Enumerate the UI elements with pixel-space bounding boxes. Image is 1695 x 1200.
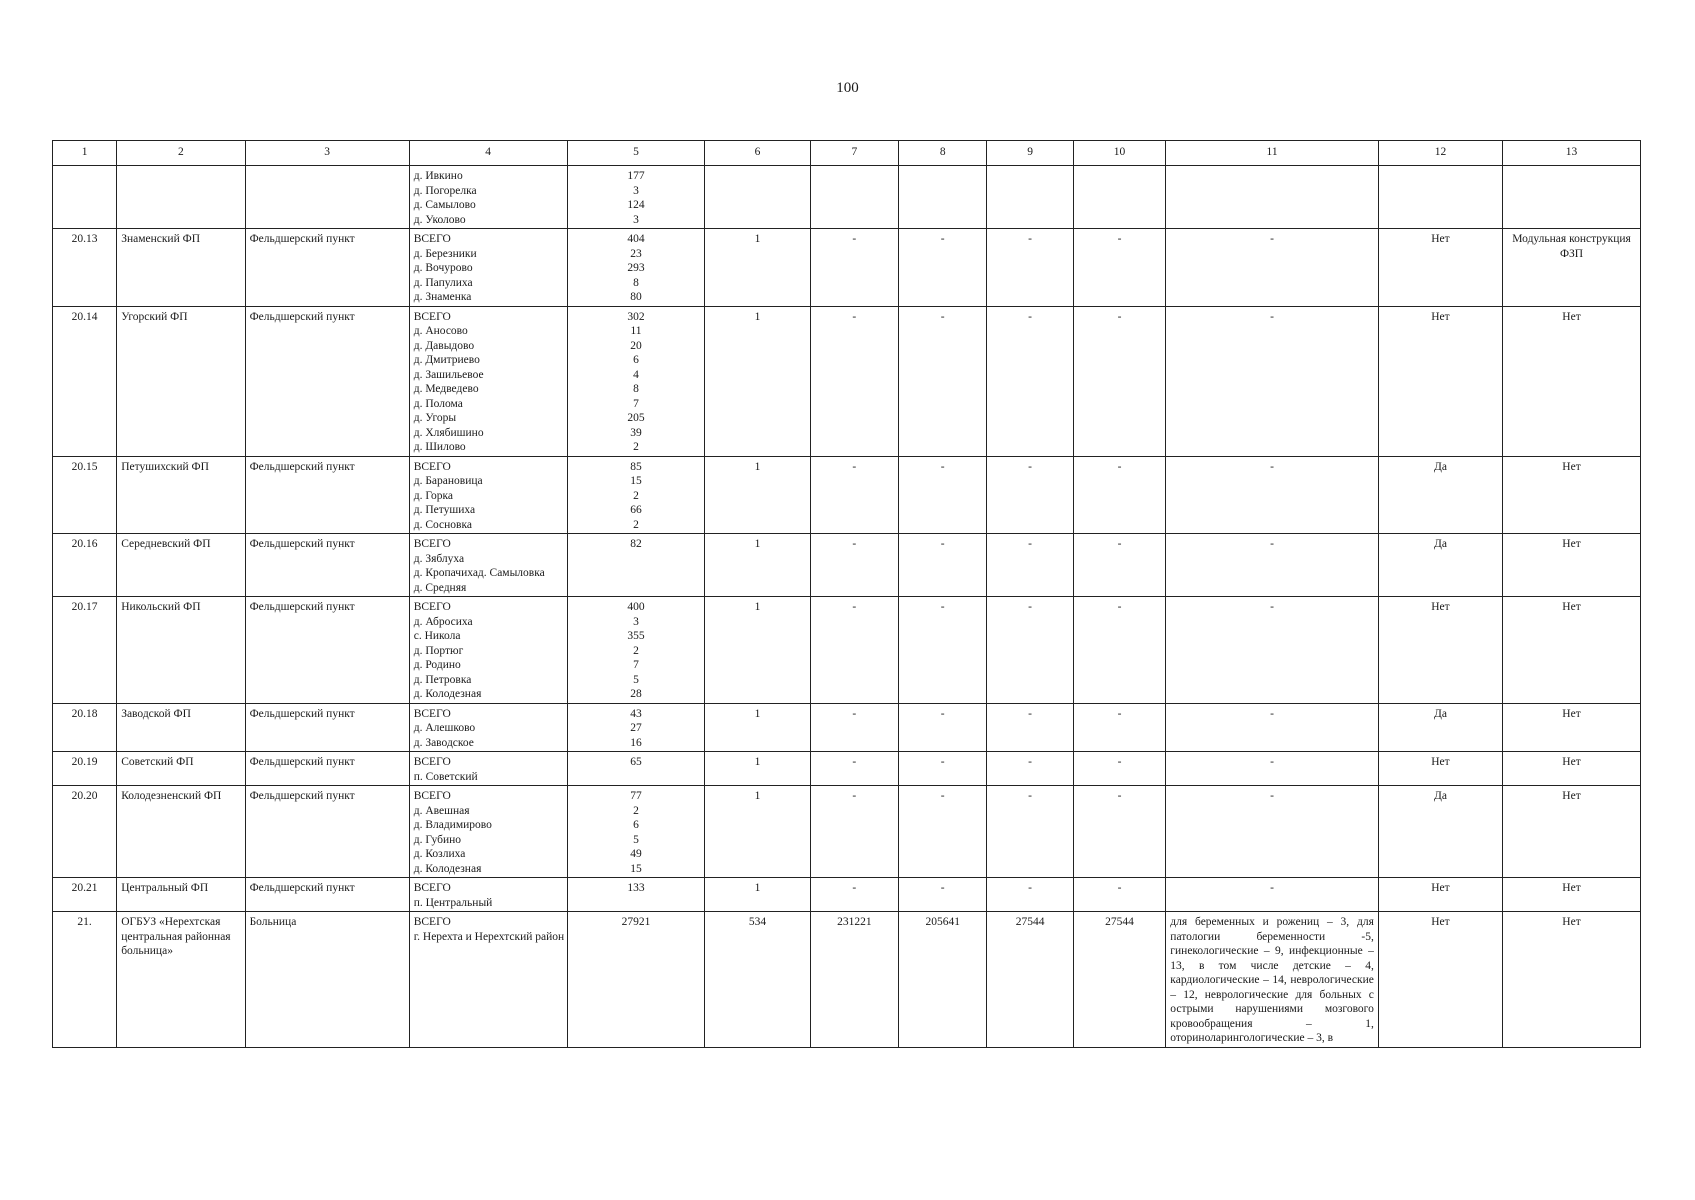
col-10-value: - [1073,597,1166,704]
col-12-value: Да [1378,534,1502,597]
row-number: 20.15 [53,456,117,534]
settlements [409,229,567,307]
settlements-line: д. Угоры [413,412,457,424]
settlements-line: д. Хлябишино [413,426,484,439]
settlements-line: ВСЕГО [413,460,451,473]
col-13-value: Модульная конструкция ФЗП [1503,229,1641,307]
settlements [409,597,567,704]
col-8-value: - [899,878,987,912]
population [567,306,705,456]
settlements-line: д. Кропачихад. Самыловка [413,567,545,579]
facility-name: Угорский ФП [117,306,245,456]
population [567,597,705,704]
population-line: 82 [630,538,642,550]
population-line: 124 [627,199,645,211]
col-13-value: Нет [1503,878,1641,912]
col-11-value: для беременных и рожениц – 3, для патологии беременности -5, гинекологические – 9, инфекционные – 13, в том числе детские – 4, кардиологические – 14, неврологические – 12, неврологические для больных с острыми нарушениями мозгового кровообращения – 1, оториноларингологические – 3, в [1166,912,1379,1048]
col-13-value: Нет [1503,456,1641,534]
settlements-line: д. Заводское [413,736,474,749]
col-10-value: 27544 [1073,912,1166,1048]
row-number: 20.14 [53,306,117,456]
col-9-value: - [987,456,1073,534]
settlements [409,878,567,912]
settlements-line: ВСЕГО [413,790,451,802]
settlements [409,912,567,1048]
settlements-line: ВСЕГО [413,310,451,323]
facility-type: Фельдшерский пункт [245,786,409,878]
column-header-3: 3 [245,141,409,166]
col-10-value: - [1073,456,1166,534]
col-9-value: 27544 [987,912,1073,1048]
column-header-2: 2 [117,141,245,166]
row-number: 20.21 [53,878,117,912]
table-row [53,597,1641,704]
facility-name: ОГБУЗ «Нерехтская центральная районная больница» [117,912,245,1048]
page-number: 100 [836,80,859,96]
population-line: 80 [630,291,642,303]
col-8-value: - [899,703,987,752]
col-6-value: 1 [705,786,810,878]
settlements-line: д. Авешная [413,804,470,817]
col-6-value: 1 [705,456,810,534]
settlements [409,703,567,752]
population-line: 8 [633,276,639,289]
col-13-value: Нет [1503,786,1641,878]
facility-type: Фельдшерский пункт [245,597,409,704]
column-header-7: 7 [810,141,898,166]
facility-name: Петушихский ФП [117,456,245,534]
facility-name: Центральный ФП [117,878,245,912]
col-6-value: 1 [705,534,810,597]
col-9-value: - [987,878,1073,912]
table-row [53,166,1641,229]
header-row [53,141,1641,166]
row-number: 20.18 [53,703,117,752]
settlements-line: д. Сосновка [413,518,472,531]
col-12-value: Нет [1378,912,1502,1048]
population-line: 49 [630,848,642,860]
col-9-value: - [987,534,1073,597]
settlements [409,306,567,456]
population-line: 5 [633,833,639,846]
col-9-value: - [987,703,1073,752]
col-11-value: - [1166,456,1379,534]
facility-type: Фельдшерский пункт [245,534,409,597]
facility-type: Больница [245,912,409,1048]
population-line: 2 [633,489,639,502]
population [567,752,705,786]
col-13-value: Нет [1503,306,1641,456]
population-line: 6 [633,354,639,366]
settlements-line: д. Дмитриево [413,354,480,366]
facility-name [117,166,245,229]
settlements-line: д. Уколово [413,213,466,226]
table-row [53,456,1641,534]
settlements-line: д. Колодезная [413,862,482,875]
population-line: 355 [627,630,645,642]
col-11-value: - [1166,752,1379,786]
col-8-value: - [899,306,987,456]
settlements-line: п. Советский [413,770,478,783]
table-row [53,229,1641,307]
settlements-line: д. Зашильевое [413,368,484,381]
row-number: 21. [53,912,117,1048]
population-line: 77 [630,790,642,802]
col-13-value: Нет [1503,597,1641,704]
settlements-line: д. Зяблуха [413,552,465,565]
column-header-8: 8 [899,141,987,166]
settlements-line: ВСЕГО [413,916,451,928]
population-line: 2 [633,441,639,453]
population-line: 27921 [621,916,651,928]
table-row [53,703,1641,752]
column-header-1: 1 [53,141,117,166]
settlements-line: д. Барановица [413,475,483,487]
population-line: 177 [627,170,645,182]
table-row [53,912,1641,1048]
col-12-value: Да [1378,786,1502,878]
row-number: 20.20 [53,786,117,878]
col-12-value: Нет [1378,229,1502,307]
col-7-value: - [810,878,898,912]
population-line: 404 [627,233,645,245]
col-9-value [987,166,1073,229]
settlements-line: д. Шилово [413,441,466,453]
population [567,456,705,534]
col-11-value: - [1166,306,1379,456]
col-11-value: - [1166,597,1379,704]
population-line: 400 [627,601,645,613]
row-number [53,166,117,229]
col-10-value: - [1073,534,1166,597]
col-9-value: - [987,306,1073,456]
col-10-value: - [1073,786,1166,878]
row-number: 20.19 [53,752,117,786]
population-line: 28 [630,688,642,700]
facility-type: Фельдшерский пункт [245,703,409,752]
col-9-value: - [987,597,1073,704]
table-row [53,752,1641,786]
population-line: 7 [633,397,639,410]
col-9-value: - [987,752,1073,786]
col-8-value: - [899,597,987,704]
population-line: 85 [630,460,642,473]
population-line: 3 [633,213,639,226]
population-line: 2 [633,804,639,817]
col-13-value: Нет [1503,703,1641,752]
settlements-line: д. Алешково [413,722,476,734]
settlements-line: д. Погорелка [413,184,477,197]
population-line: 15 [630,475,642,487]
col-10-value: - [1073,229,1166,307]
row-number: 20.13 [53,229,117,307]
settlements-line: д. Петушиха [413,504,476,516]
facility-name: Знаменский ФП [117,229,245,307]
col-8-value: - [899,229,987,307]
col-10-value: - [1073,752,1166,786]
row-number: 20.16 [53,534,117,597]
table-row [53,534,1641,597]
population [567,534,705,597]
settlements-line: д. Портюг [413,644,464,657]
settlements-line: д. Знаменка [413,291,472,303]
population [567,786,705,878]
col-8-value: - [899,752,987,786]
column-header-13: 13 [1503,141,1641,166]
facility-type: Фельдшерский пункт [245,456,409,534]
column-header-6: 6 [705,141,810,166]
population-line: 6 [633,819,639,831]
col-11-value: - [1166,229,1379,307]
facility-name: Советский ФП [117,752,245,786]
table-row [53,878,1641,912]
column-header-11: 11 [1166,141,1379,166]
col-12-value: Нет [1378,752,1502,786]
population-line: 66 [630,504,642,516]
population-line: 43 [630,707,642,720]
settlements-line: д. Колодезная [413,688,482,700]
facility-type: Фельдшерский пункт [245,306,409,456]
settlements [409,456,567,534]
facility-type: Фельдшерский пункт [245,878,409,912]
population-line: 20 [630,339,642,352]
facility-type: Фельдшерский пункт [245,752,409,786]
col-13-value: Нет [1503,534,1641,597]
settlements-line: д. Абросиха [413,615,473,628]
col-6-value: 1 [705,752,810,786]
population-line: 27 [630,722,642,734]
population-line: 5 [633,673,639,686]
col-7-value: - [810,229,898,307]
col-12-value [1378,166,1502,229]
col-6-value: 534 [705,912,810,1048]
facility-name: Заводской ФП [117,703,245,752]
col-7-value: - [810,534,898,597]
facility-type [245,166,409,229]
settlements-line: д. Петровка [413,673,472,686]
settlements-line: д. Козлиха [413,848,466,860]
col-7-value: - [810,456,898,534]
settlements [409,534,567,597]
settlements-line: с. Никола [413,630,461,642]
col-8-value [899,166,987,229]
col-7-value: 231221 [810,912,898,1048]
col-9-value: - [987,229,1073,307]
col-12-value: Нет [1378,306,1502,456]
facilities-table [52,140,1641,1048]
settlements-line: д. Горка [413,489,453,502]
settlements-line: д. Березники [413,247,477,260]
col-7-value: - [810,752,898,786]
population [567,229,705,307]
settlements-line: д. Медведево [413,383,479,395]
col-7-value: - [810,306,898,456]
col-12-value: Да [1378,456,1502,534]
population-line: 302 [627,310,645,323]
col-7-value: - [810,703,898,752]
population-line: 293 [627,262,645,274]
col-7-value: - [810,786,898,878]
settlements-line: ВСЕГО [413,882,451,894]
population-line: 8 [633,383,639,395]
population-line: 65 [630,756,642,768]
settlements-line: п. Центральный [413,896,493,909]
col-8-value: - [899,786,987,878]
settlements-line: д. Давыдово [413,339,475,352]
settlements-line: ВСЕГО [413,756,451,768]
col-6-value: 1 [705,878,810,912]
col-9-value: - [987,786,1073,878]
population-line: 3 [633,184,639,197]
settlements [409,786,567,878]
col-8-value: - [899,534,987,597]
col-10-value: - [1073,703,1166,752]
col-11-value: - [1166,878,1379,912]
population [567,912,705,1048]
column-header-12: 12 [1378,141,1502,166]
column-header-5: 5 [567,141,705,166]
col-13-value: Нет [1503,912,1641,1048]
population-line: 15 [630,862,642,875]
settlements [409,166,567,229]
population-line: 4 [633,368,639,381]
col-11-value: - [1166,703,1379,752]
col-6-value: 1 [705,306,810,456]
col-6-value: 1 [705,703,810,752]
population [567,166,705,229]
col-7-value: - [810,597,898,704]
population-line: 133 [627,882,645,894]
column-header-10: 10 [1073,141,1166,166]
settlements-line: д. Губино [413,833,462,846]
population [567,878,705,912]
settlements-line: д. Полома [413,397,463,410]
col-7-value [810,166,898,229]
col-12-value: Нет [1378,597,1502,704]
settlements-line: ВСЕГО [413,233,451,245]
col-12-value: Да [1378,703,1502,752]
table-row [53,306,1641,456]
settlements-line: д. Владимирово [413,819,492,831]
population-line: 2 [633,644,639,657]
column-header-9: 9 [987,141,1073,166]
col-11-value: - [1166,534,1379,597]
col-13-value [1503,166,1641,229]
col-6-value: 1 [705,229,810,307]
population-line: 11 [630,325,642,337]
table-row [53,786,1641,878]
col-11-value: - [1166,786,1379,878]
population-line: 23 [630,247,642,260]
population-line: 2 [633,518,639,531]
settlements-line: д. Самылово [413,199,476,211]
column-header-4: 4 [409,141,567,166]
col-11-value [1166,166,1379,229]
facility-name: Никольский ФП [117,597,245,704]
settlements-line: д. Аносово [413,325,468,337]
col-6-value [705,166,810,229]
settlements-line: ВСЕГО [413,538,451,550]
settlements-line: д. Папулиха [413,276,473,289]
facility-name: Колодезненский ФП [117,786,245,878]
settlements [409,752,567,786]
col-12-value: Нет [1378,878,1502,912]
settlements-line: д. Родино [413,659,461,671]
row-number: 20.17 [53,597,117,704]
col-13-value: Нет [1503,752,1641,786]
settlements-line: д. Вочурово [413,262,473,274]
settlements-line: д. Ивкино [413,170,463,182]
population-line: 205 [627,412,645,424]
settlements-line: г. Нерехта и Нерехтский район [413,930,565,943]
settlements-line: ВСЕГО [413,707,451,720]
population-line: 7 [633,659,639,671]
col-10-value: - [1073,878,1166,912]
population-line: 39 [630,426,642,439]
population-line: 16 [630,736,642,749]
col-8-value: 205641 [899,912,987,1048]
population [567,703,705,752]
col-8-value: - [899,456,987,534]
facility-type: Фельдшерский пункт [245,229,409,307]
col-10-value: - [1073,306,1166,456]
population-line: 3 [633,615,639,628]
facility-name: Середневский ФП [117,534,245,597]
col-6-value: 1 [705,597,810,704]
settlements-line: д. Средняя [413,581,467,594]
col-10-value [1073,166,1166,229]
settlements-line: ВСЕГО [413,601,451,613]
